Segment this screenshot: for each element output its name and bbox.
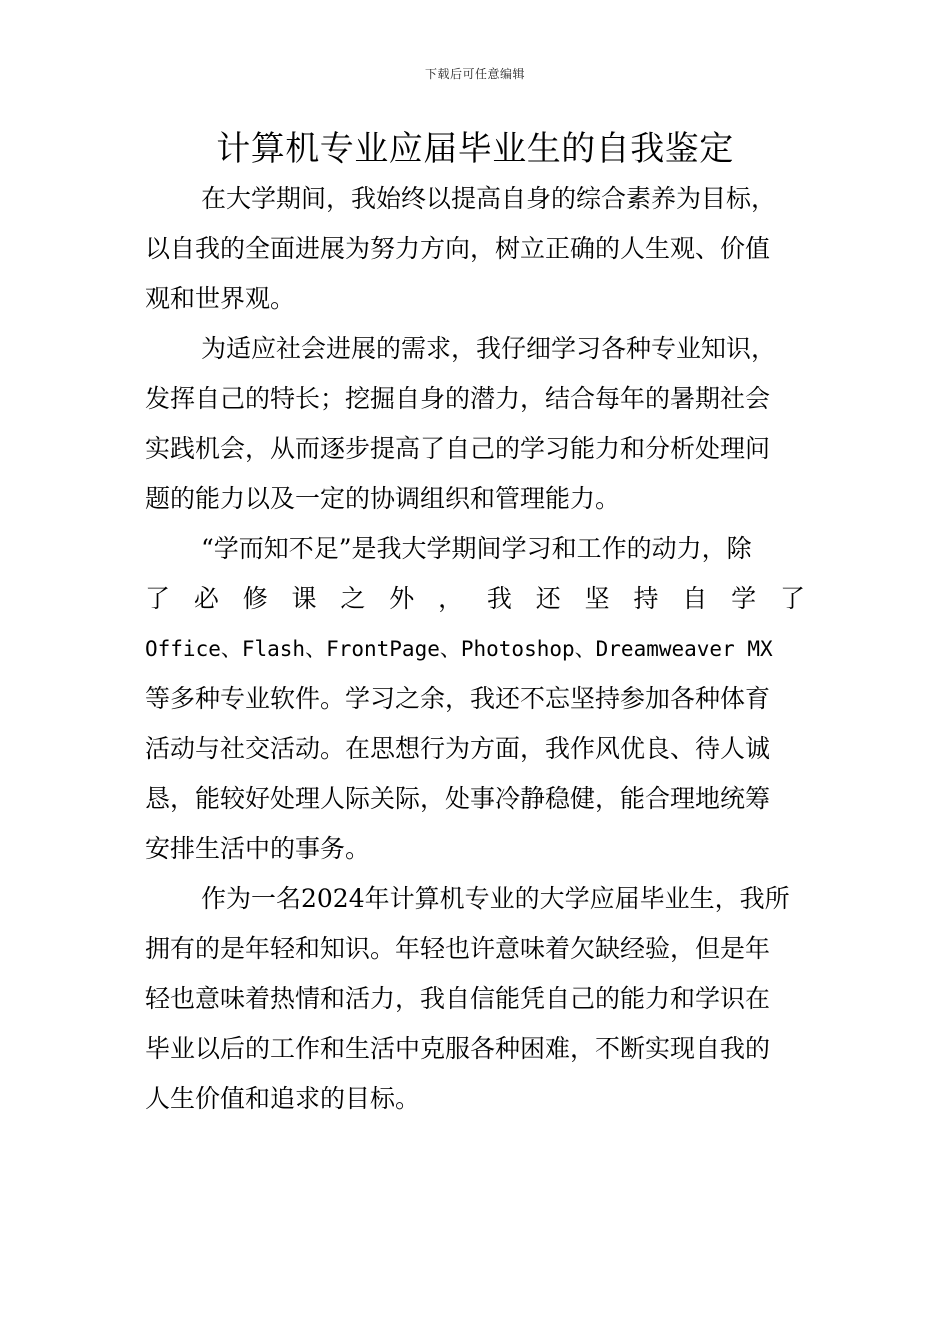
paragraph-4-line-5: 人生价值和追求的目标。	[145, 1084, 421, 1113]
paragraph-1-line-1: 在大学期间，我始终以提高自身的综合素养为目标，	[201, 184, 777, 213]
header-note: 下载后可任意编辑	[424, 67, 525, 81]
paragraph-2-line-4: 题的能力以及一定的协调组织和管理能力。	[145, 484, 621, 513]
justified-char: 了	[779, 584, 805, 613]
justified-char: 之	[340, 584, 366, 613]
paragraph-3-line-5: 活动与社交活动。在思想行为方面，我作风优良、待人诚	[145, 734, 771, 763]
document-title: 计算机专业应届毕业生的自我鉴定	[216, 129, 734, 169]
justified-char: 持	[633, 584, 659, 613]
justified-char: 坚	[584, 584, 610, 613]
paragraph-4-line-4: 毕业以后的工作和生活中克服各种困难，不断实现自我的	[145, 1034, 771, 1063]
paragraph-3-line-2	[145, 574, 805, 624]
paragraph-3-line-6: 恳，能较好处理人际关际，处事冷静稳健，能合理地统筹	[145, 784, 771, 813]
justified-char: 了	[145, 584, 171, 613]
justified-char: 修	[242, 584, 268, 613]
paragraph-4-line-1: 作为一名2024年计算机专业的大学应届毕业生，我所	[201, 884, 790, 913]
justified-char: ，	[438, 584, 464, 613]
paragraph-3-line-7: 安排生活中的事务。	[145, 834, 371, 863]
paragraph-2-line-2: 发挥自己的特长；挖掘自身的潜力，结合每年的暑期社会	[145, 384, 771, 413]
justified-char: 必	[193, 584, 219, 613]
paragraph-2-line-3: 实践机会，从而逐步提高了自己的学习能力和分析处理问	[145, 434, 771, 463]
paragraph-1-line-3: 观和世界观。	[145, 284, 296, 313]
paragraph-2-line-1: 为适应社会进展的需求，我仔细学习各种专业知识，	[201, 334, 777, 363]
paragraph-1-line-2: 以自我的全面进展为努力方向，树立正确的人生观、价值	[145, 234, 771, 263]
justified-char: 自	[682, 584, 708, 613]
paragraph-3-line-1: “学而知不足”是我大学期间学习和工作的动力，除	[201, 534, 752, 563]
paragraph-4-line-2: 拥有的是年轻和知识。年轻也许意味着欠缺经验，但是年	[145, 934, 771, 963]
justified-char: 外	[389, 584, 415, 613]
document-body	[145, 174, 805, 1124]
justified-char: 我	[486, 584, 512, 613]
justified-char: 还	[535, 584, 561, 613]
paragraph-4-line-3: 轻也意味着热情和活力，我自信能凭自己的能力和学识在	[145, 984, 771, 1013]
justified-char: 课	[291, 584, 317, 613]
paragraph-3-line-3-software-list: Office、Flash、FrontPage、Photoshop、Dreamweaver MX	[145, 637, 773, 661]
justified-char: 学	[731, 584, 757, 613]
paragraph-3-line-4: 等多种专业软件。学习之余，我还不忘坚持参加各种体育	[145, 684, 771, 713]
